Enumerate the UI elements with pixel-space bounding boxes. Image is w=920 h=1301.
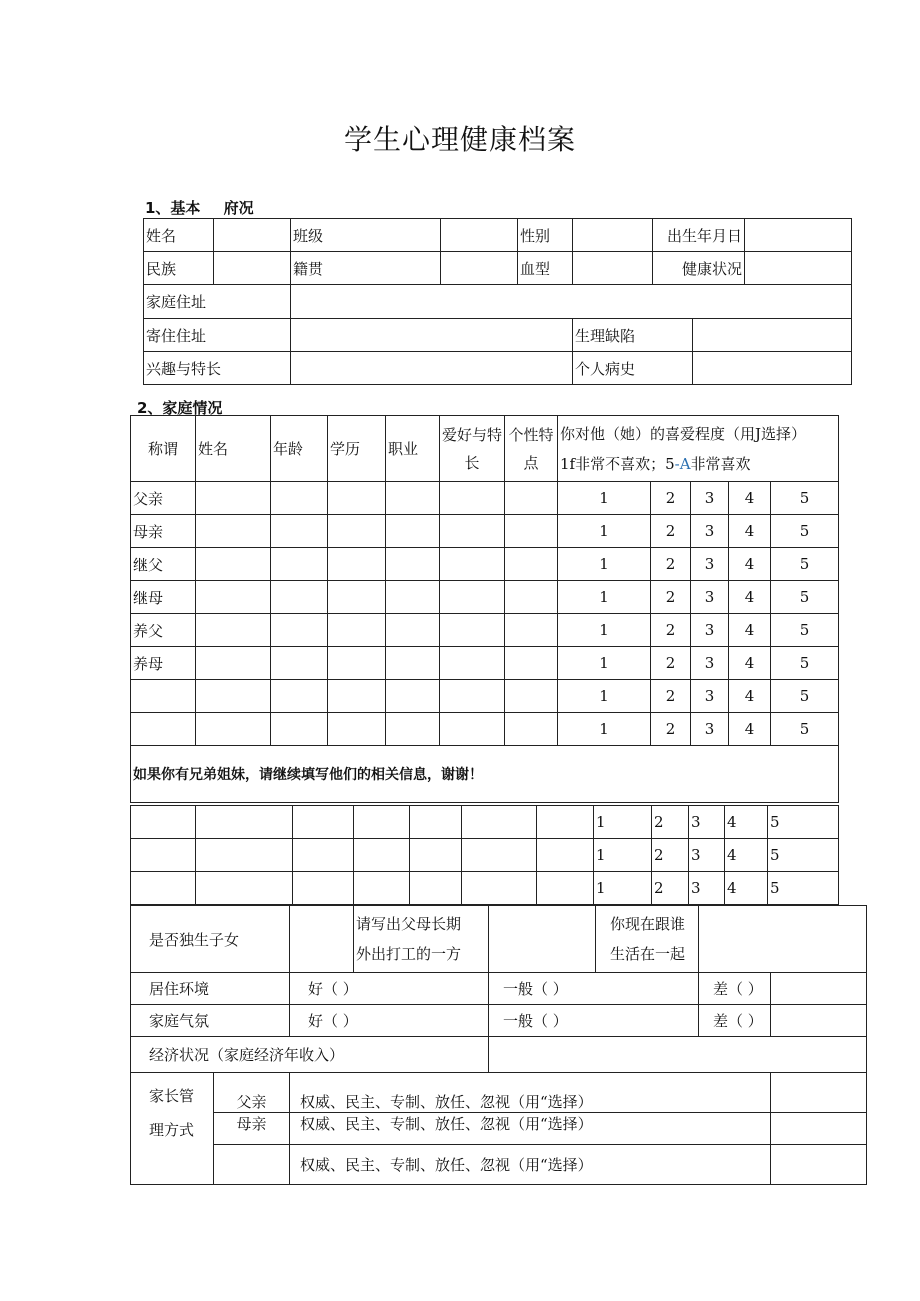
siblings-prompt-row [131, 746, 839, 803]
physical-defect-field[interactable] [693, 319, 852, 352]
family-name-field[interactable] [196, 680, 271, 713]
family-age-field[interactable] [271, 713, 328, 746]
family-name-field[interactable] [196, 713, 271, 746]
family-personality-field[interactable] [505, 548, 558, 581]
family-occupation-field[interactable] [386, 515, 440, 548]
family-personality-field[interactable] [505, 482, 558, 515]
fondness-option-5[interactable]: 5 [771, 548, 839, 581]
label-interests: 兴趣与特长 [144, 352, 291, 385]
fondness-option-5[interactable]: 5 [771, 713, 839, 746]
label-medical-history: 个人病史 [573, 352, 693, 385]
label-economy: 经济状况（家庭经济年收入） [131, 1037, 489, 1073]
only-child-field[interactable] [290, 906, 354, 973]
sibling-fondness-option-1[interactable]: 1 [594, 806, 652, 839]
env-poor-option[interactable]: 差（ ） [699, 973, 771, 1005]
fondness-option-3[interactable]: 3 [691, 713, 729, 746]
family-rows [131, 482, 839, 746]
mother-parenting-options[interactable]: 权威、民主、专制、放任、忽视（用“选择） [290, 1113, 771, 1145]
sibling-fondness-option-3[interactable]: 3 [689, 872, 725, 905]
atmosphere-good-option[interactable]: 好（ ） [290, 1005, 489, 1037]
sibling-field[interactable] [354, 872, 410, 905]
fondness-option-4[interactable]: 4 [729, 548, 771, 581]
home-address-field[interactable] [291, 285, 852, 319]
fondness-option-5[interactable]: 5 [771, 581, 839, 614]
family-hobbies-field[interactable] [440, 680, 505, 713]
family-occupation-field[interactable] [386, 482, 440, 515]
family-table [130, 415, 839, 803]
ethnicity-field[interactable] [214, 252, 291, 285]
parent-away-field[interactable] [489, 906, 596, 973]
fondness-option-4[interactable]: 4 [729, 614, 771, 647]
family-hobbies-field[interactable] [440, 614, 505, 647]
family-age-field[interactable] [271, 680, 328, 713]
fondness-option-4[interactable]: 4 [729, 713, 771, 746]
medical-history-field[interactable] [693, 352, 852, 385]
other-parenting-options[interactable]: 权威、民主、专制、放任、忽视（用“选择） [290, 1145, 771, 1185]
parenting-row-mother [131, 1113, 867, 1145]
sibling-fondness-option-1[interactable]: 1 [594, 839, 652, 872]
family-personality-field[interactable] [505, 713, 558, 746]
sibling-field[interactable] [537, 872, 594, 905]
fondness-option-2[interactable]: 2 [651, 581, 691, 614]
family-row [131, 713, 839, 746]
label-parent-away [354, 906, 489, 973]
basic-row-2 [144, 252, 852, 285]
sibling-fondness-option-3[interactable]: 3 [689, 839, 725, 872]
fondness-option-2[interactable]: 2 [651, 647, 691, 680]
fondness-option-3[interactable]: 3 [691, 680, 729, 713]
fondness-option-5[interactable]: 5 [771, 482, 839, 515]
sibling-fondness-option-4[interactable]: 4 [725, 806, 768, 839]
family-occupation-field[interactable] [386, 647, 440, 680]
family-occupation-field[interactable] [386, 614, 440, 647]
label-birthdate: 出生年月日 [653, 219, 745, 252]
sibling-fondness-option-2[interactable]: 2 [652, 806, 689, 839]
env-average-option[interactable]: 一般（ ） [489, 973, 699, 1005]
label-living-with [596, 906, 699, 973]
fondness-option-3[interactable]: 3 [691, 515, 729, 548]
family-row [131, 482, 839, 515]
fondness-option-1[interactable]: 1 [558, 482, 651, 515]
basic-info-table [143, 218, 852, 385]
sibling-field[interactable] [354, 806, 410, 839]
sibling-field[interactable] [293, 839, 354, 872]
family-education-field[interactable] [328, 647, 386, 680]
fondness-option-2[interactable]: 2 [651, 713, 691, 746]
family-personality-field[interactable] [505, 581, 558, 614]
basic-row-3 [144, 285, 852, 319]
family-personality-field[interactable] [505, 647, 558, 680]
sibling-fondness-option-2[interactable]: 2 [652, 839, 689, 872]
basic-row-1 [144, 219, 852, 252]
family-age-field[interactable] [271, 581, 328, 614]
fondness-option-2[interactable]: 2 [651, 614, 691, 647]
label-father-parenting: 父亲 [214, 1073, 290, 1113]
label-lodging-address: 寄住住址 [144, 319, 291, 352]
sibling-fondness-option-5[interactable]: 5 [768, 806, 839, 839]
family-education-field[interactable] [328, 581, 386, 614]
living-with-field[interactable] [699, 906, 867, 973]
family-hobbies-field[interactable] [440, 647, 505, 680]
family-hobbies-field[interactable] [440, 548, 505, 581]
fondness-option-4[interactable]: 4 [729, 581, 771, 614]
fondness-option-3[interactable]: 3 [691, 482, 729, 515]
sibling-rows [131, 806, 839, 905]
header-personality: 个性特点 [505, 416, 558, 482]
label-blood-type: 血型 [518, 252, 573, 285]
fondness-option-4[interactable]: 4 [729, 515, 771, 548]
class-field[interactable] [441, 219, 518, 252]
family-row [131, 647, 839, 680]
label-parenting [131, 1073, 214, 1185]
family-name-field[interactable] [196, 581, 271, 614]
sibling-row [131, 806, 839, 839]
section2-heading: 2、家庭情况 [137, 399, 223, 417]
sibling-fondness-option-4[interactable]: 4 [725, 839, 768, 872]
family-row [131, 548, 839, 581]
family-row [131, 515, 839, 548]
sibling-row [131, 839, 839, 872]
sibling-field[interactable] [354, 839, 410, 872]
label-mother-parenting: 母亲 [214, 1113, 290, 1145]
relation-label [131, 680, 196, 713]
family-education-field[interactable] [328, 713, 386, 746]
parent-away-line-1: 请写出父母长期 [356, 915, 462, 933]
sibling-field[interactable] [537, 806, 594, 839]
fondness-option-1[interactable]: 1 [558, 713, 651, 746]
sibling-field[interactable] [131, 872, 196, 905]
fondness-option-1[interactable]: 1 [558, 515, 651, 548]
label-class: 班级 [291, 219, 441, 252]
header-name: 姓名 [196, 416, 271, 482]
fondness-option-4[interactable]: 4 [729, 482, 771, 515]
situation-row-economy [131, 1037, 867, 1073]
fondness-option-1[interactable]: 1 [558, 680, 651, 713]
family-age-field[interactable] [271, 614, 328, 647]
parenting-line-2: 理方式 [149, 1121, 195, 1139]
situation-row-env [131, 973, 867, 1005]
family-age-field[interactable] [271, 515, 328, 548]
section1-heading-prefix: 1、基本 [145, 199, 201, 217]
fondness-option-4[interactable]: 4 [729, 647, 771, 680]
page-title: 学生心理健康档案 [343, 123, 576, 156]
sibling-field[interactable] [131, 839, 196, 872]
fondness-option-1[interactable]: 1 [558, 581, 651, 614]
env-good-option[interactable]: 好（ ） [290, 973, 489, 1005]
family-education-field[interactable] [328, 482, 386, 515]
family-occupation-field[interactable] [386, 713, 440, 746]
fondness-option-3[interactable]: 3 [691, 581, 729, 614]
env-extra-cell [771, 973, 867, 1005]
fondness-option-3[interactable]: 3 [691, 614, 729, 647]
parenting-row-father [131, 1073, 867, 1113]
family-occupation-field[interactable] [386, 680, 440, 713]
family-row [131, 614, 839, 647]
section1-heading-suffix: 府况 [223, 199, 254, 217]
sibling-field[interactable] [293, 806, 354, 839]
label-name: 姓名 [144, 219, 214, 252]
atmosphere-extra-cell [771, 1005, 867, 1037]
fondness-line-2-end: 非常喜欢 [690, 454, 751, 473]
fondness-line-2-mark: -A [674, 454, 691, 473]
sibling-fondness-option-3[interactable]: 3 [689, 806, 725, 839]
family-name-field[interactable] [196, 614, 271, 647]
fondness-option-1[interactable]: 1 [558, 614, 651, 647]
family-age-field[interactable] [271, 647, 328, 680]
gender-field[interactable] [573, 219, 653, 252]
family-education-field[interactable] [328, 680, 386, 713]
fondness-line-2-start: 1f非常不喜欢；5 [560, 454, 675, 473]
family-age-field[interactable] [271, 548, 328, 581]
family-personality-field[interactable] [505, 515, 558, 548]
atmosphere-poor-option[interactable]: 差（ ） [699, 1005, 771, 1037]
family-header-row [131, 416, 839, 482]
sibling-field[interactable] [462, 839, 537, 872]
fondness-option-2[interactable]: 2 [651, 482, 691, 515]
sibling-field[interactable] [410, 806, 462, 839]
label-only-child: 是否独生子女 [131, 906, 290, 973]
family-education-field[interactable] [328, 614, 386, 647]
sibling-field[interactable] [196, 806, 293, 839]
family-age-field[interactable] [271, 482, 328, 515]
section1-heading [145, 197, 254, 218]
family-name-field[interactable] [196, 515, 271, 548]
relation-label: 养父 [131, 614, 196, 647]
basic-row-4 [144, 319, 852, 352]
fondness-option-2[interactable]: 2 [651, 515, 691, 548]
label-physical-defect: 生理缺陷 [573, 319, 693, 352]
fondness-line-2 [560, 449, 836, 479]
fondness-option-3[interactable]: 3 [691, 548, 729, 581]
situation-row-atmosphere [131, 1005, 867, 1037]
family-name-field[interactable] [196, 482, 271, 515]
parent-away-line-2: 外出打工的一方 [356, 945, 462, 963]
header-hobbies: 爱好与特长 [440, 416, 505, 482]
label-health: 健康状况 [653, 252, 745, 285]
sibling-fondness-option-1[interactable]: 1 [594, 872, 652, 905]
fondness-option-5[interactable]: 5 [771, 647, 839, 680]
label-native-place: 籍贯 [291, 252, 441, 285]
sibling-field[interactable] [462, 872, 537, 905]
sibling-field[interactable] [410, 839, 462, 872]
fondness-option-2[interactable]: 2 [651, 680, 691, 713]
fondness-option-2[interactable]: 2 [651, 548, 691, 581]
label-home-address: 家庭住址 [144, 285, 291, 319]
sibling-row [131, 872, 839, 905]
family-name-field[interactable] [196, 647, 271, 680]
relation-label [131, 713, 196, 746]
header-age: 年龄 [271, 416, 328, 482]
mother-parenting-extra [771, 1113, 867, 1145]
relation-label: 父亲 [131, 482, 196, 515]
relation-label: 继母 [131, 581, 196, 614]
parenting-line-1: 家长管 [149, 1087, 195, 1105]
fondness-option-1[interactable]: 1 [558, 548, 651, 581]
blood-type-field[interactable] [573, 252, 653, 285]
label-gender: 性别 [518, 219, 573, 252]
other-parenting-extra [771, 1145, 867, 1185]
sibling-fondness-option-2[interactable]: 2 [652, 872, 689, 905]
family-hobbies-field[interactable] [440, 581, 505, 614]
label-ethnicity: 民族 [144, 252, 214, 285]
fondness-option-3[interactable]: 3 [691, 647, 729, 680]
fondness-option-4[interactable]: 4 [729, 680, 771, 713]
family-hobbies-field[interactable] [440, 713, 505, 746]
header-relation: 称谓 [131, 416, 196, 482]
header-occupation: 职业 [386, 416, 440, 482]
sibling-field[interactable] [537, 839, 594, 872]
other-parenting-label [214, 1145, 290, 1185]
fondness-line-1: 你对他（她）的喜爱程度（用J选择） [560, 424, 807, 443]
siblings-prompt: 如果你有兄弟姐妹，请继续填写他们的相关信息，谢谢！ [131, 746, 839, 803]
family-occupation-field[interactable] [386, 581, 440, 614]
basic-row-5 [144, 352, 852, 385]
family-personality-field[interactable] [505, 614, 558, 647]
fondness-option-1[interactable]: 1 [558, 647, 651, 680]
siblings-table [130, 805, 839, 905]
label-living-env: 居住环境 [131, 973, 290, 1005]
father-parenting-extra [771, 1073, 867, 1113]
lodging-address-field[interactable] [291, 319, 573, 352]
family-row [131, 680, 839, 713]
sibling-field[interactable] [410, 872, 462, 905]
situation-row-1 [131, 906, 867, 973]
name-field[interactable] [214, 219, 291, 252]
birthdate-field[interactable] [745, 219, 852, 252]
label-family-atmosphere: 家庭气氛 [131, 1005, 290, 1037]
header-fondness [558, 416, 839, 482]
living-with-line-1: 你现在跟谁 [610, 915, 686, 933]
family-personality-field[interactable] [505, 680, 558, 713]
sibling-field[interactable] [131, 806, 196, 839]
father-parenting-options[interactable]: 权威、民主、专制、放任、忽视（用“选择） [290, 1073, 771, 1113]
header-education: 学历 [328, 416, 386, 482]
atmosphere-average-option[interactable]: 一般（ ） [489, 1005, 699, 1037]
sibling-field[interactable] [196, 839, 293, 872]
native-place-field[interactable] [441, 252, 518, 285]
sibling-field[interactable] [196, 872, 293, 905]
family-education-field[interactable] [328, 515, 386, 548]
family-hobbies-field[interactable] [440, 515, 505, 548]
family-name-field[interactable] [196, 548, 271, 581]
health-field[interactable] [745, 252, 852, 285]
economy-field[interactable] [489, 1037, 867, 1073]
interests-field[interactable] [291, 352, 573, 385]
relation-label: 继父 [131, 548, 196, 581]
sibling-fondness-option-5[interactable]: 5 [768, 839, 839, 872]
fondness-option-5[interactable]: 5 [771, 515, 839, 548]
sibling-fondness-option-4[interactable]: 4 [725, 872, 768, 905]
sibling-field[interactable] [293, 872, 354, 905]
relation-label: 母亲 [131, 515, 196, 548]
family-situation-table [130, 905, 867, 1185]
parenting-row-other [131, 1145, 867, 1185]
living-with-line-2: 生活在一起 [610, 945, 686, 963]
family-education-field[interactable] [328, 548, 386, 581]
family-row [131, 581, 839, 614]
fondness-option-5[interactable]: 5 [771, 680, 839, 713]
sibling-field[interactable] [462, 806, 537, 839]
relation-label: 养母 [131, 647, 196, 680]
family-hobbies-field[interactable] [440, 482, 505, 515]
family-occupation-field[interactable] [386, 548, 440, 581]
sibling-fondness-option-5[interactable]: 5 [768, 872, 839, 905]
fondness-option-5[interactable]: 5 [771, 614, 839, 647]
